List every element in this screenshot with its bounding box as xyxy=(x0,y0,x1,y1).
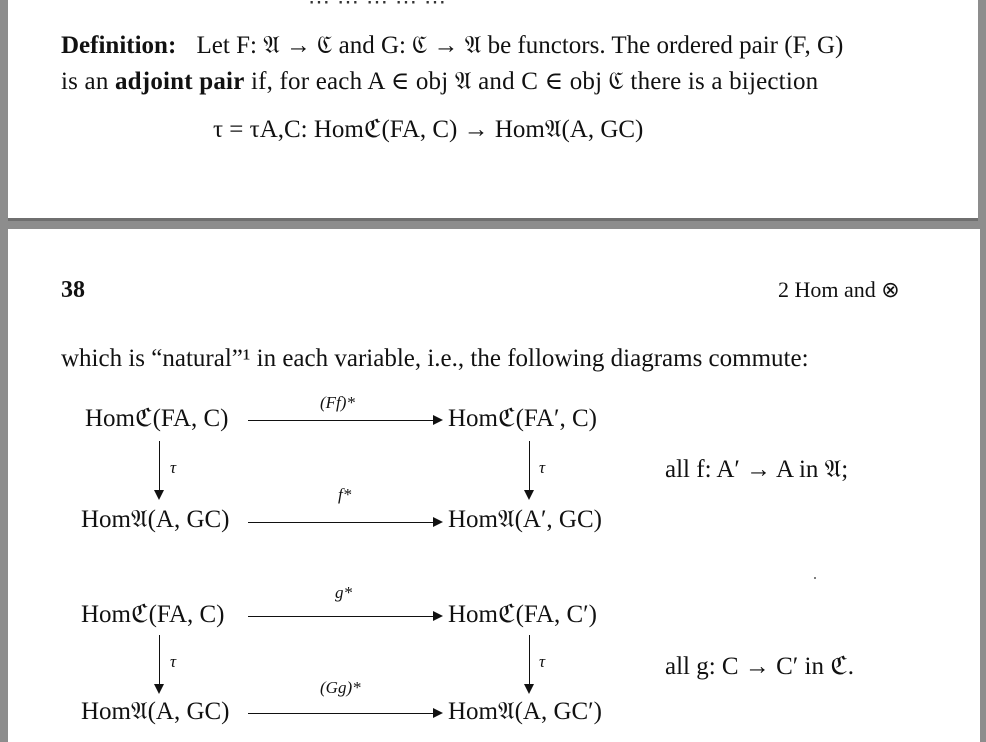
definition-line-1 xyxy=(61,32,843,60)
definition-label: Definition: xyxy=(61,32,177,59)
diagram1-bottom-arrow xyxy=(248,522,441,523)
diagram2-right-arrow xyxy=(529,635,530,692)
diagram2-top-right: Homℭ(FA, C′) xyxy=(448,601,597,628)
definition-text-1: Let F: 𝔄 → ℭ and G: ℭ → 𝔄 be functors. The ordered pair (F, G) xyxy=(196,32,844,59)
diagram2-top-arrow xyxy=(248,616,441,617)
diagram1-left-arrow-label: τ xyxy=(170,458,177,477)
stray-mark xyxy=(814,577,816,579)
diagram1-bottom-right: Hom𝔄(A′, GC) xyxy=(448,506,602,533)
diagram2-condition: all g: C → C′ in ℭ. xyxy=(665,653,855,680)
diagram1-left-arrow xyxy=(159,441,160,498)
cropped-text xyxy=(308,0,688,4)
diagram1-bottom-arrow-label: f* xyxy=(338,485,352,504)
previous-page xyxy=(8,0,978,221)
diagram2-bottom-right: Hom𝔄(A, GC′) xyxy=(448,698,602,725)
diagram1-right-arrow xyxy=(529,441,530,498)
intro-sentence: which is “natural”¹ in each variable, i.e., the following diagrams commute: xyxy=(61,345,809,372)
diagram1-bottom-left: Hom𝔄(A, GC) xyxy=(81,506,230,533)
definition-text-2b: if, for each A ∈ obj 𝔄 and C ∈ obj ℭ there is a bijection xyxy=(250,68,819,95)
diagram2-bottom-arrow xyxy=(248,713,441,714)
bijection-equation: τ = τA,C: Homℭ(FA, C) → Hom𝔄(A, GC) xyxy=(213,116,644,143)
diagram2-right-arrow-label: τ xyxy=(539,652,546,671)
diagram1-top-left: Homℭ(FA, C) xyxy=(85,405,229,432)
diagram2-left-arrow xyxy=(159,635,160,692)
diagram1-top-right: Homℭ(FA′, C) xyxy=(448,405,597,432)
diagram1-condition: all f: A′ → A in 𝔄; xyxy=(665,456,849,483)
diagram2-left-arrow-label: τ xyxy=(170,652,177,671)
diagram2-top-left: Homℭ(FA, C) xyxy=(81,601,225,628)
page-number: 38 xyxy=(61,277,85,303)
diagram2-top-arrow-label: g* xyxy=(335,583,352,602)
definition-line-2 xyxy=(61,66,818,96)
definition-text-2a: is an xyxy=(61,68,109,95)
adjoint-pair-term: adjoint pair xyxy=(114,68,245,95)
diagram2-bottom-arrow-label: (Gg)* xyxy=(320,678,361,697)
diagram2-bottom-left: Hom𝔄(A, GC) xyxy=(81,698,230,725)
diagram1-right-arrow-label: τ xyxy=(539,458,546,477)
diagram1-top-arrow xyxy=(248,420,441,421)
running-head: 2 Hom and ⊗ xyxy=(778,277,900,302)
page-38 xyxy=(8,229,980,742)
diagram1-top-arrow-label: (Ff)* xyxy=(320,393,355,412)
